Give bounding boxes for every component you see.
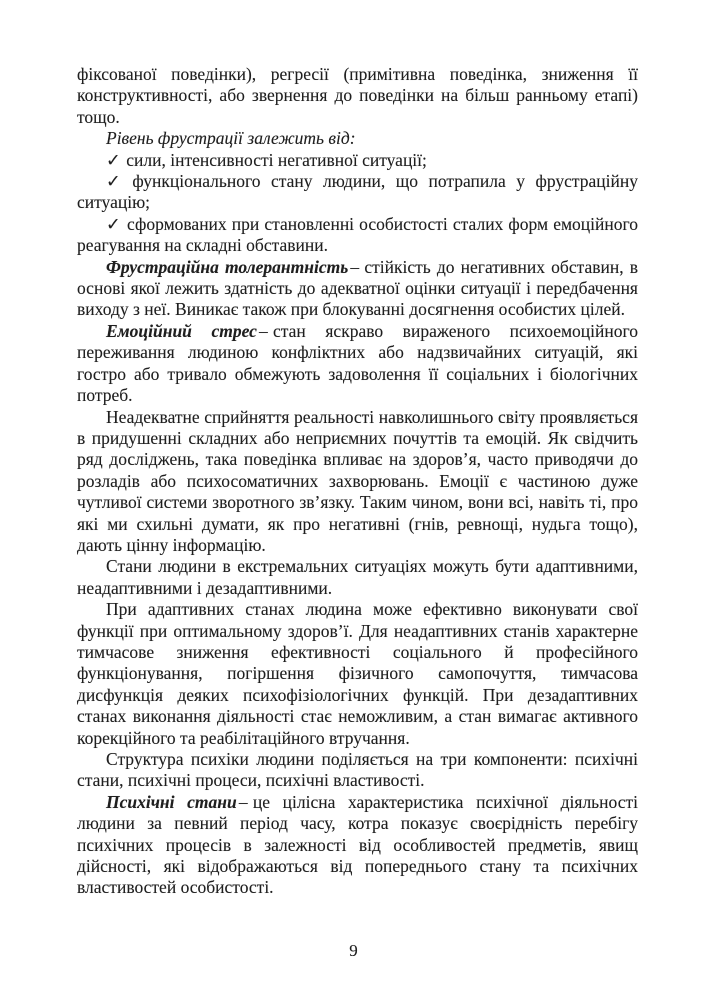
term-separator: – [259,320,268,341]
body-paragraph: Неадекватне сприйняття реальності навколишнього світу проявляється в придушенні складних або неприємних почуттів та емоцій. Як свідчить ряд досліджень, така поведінка впливає на здоров’я, часто приводячи до розладів або психосоматичних захворювань. Емоції є частиною дуже чутливої системи зворотного зв’язку. Таким чином, вони всі, навіть ті, про які ми схильні думати, як про негативні (гнів, ревнощі, нудьга тощо), дають цінну інформацію. [77,406,638,555]
body-paragraph: При адаптивних станах людина може ефективно виконувати свої функції при оптимальному здоров’ї. Для неадаптивних станів характерне тимчасове зниження ефективності соціального й професійного функціонування, погіршення фізичного самопочуття, тимчасова дисфункція деяких психофізіологічних функцій. При дезадаптивних станах виконання діяльності стає неможливим, а стан вимагає активного корекційного та реабілітаційного втручання. [77,599,638,748]
check-list-item [77,171,638,214]
check-list-item [77,150,638,171]
check-list-item-text: функціонального стану людини, що потрапила у фрустраційну ситуацію; [77,171,638,213]
check-list-item-text: сили, інтенсивності негативної ситуації; [126,149,427,170]
page-text [77,64,638,899]
term-definition-text: стан яскраво вираженого психоемоційного переживання людиною конфліктних або надзвичайних ситуацій, які гостро або тривало обмежують задоволення її соціальних і біологічних потреб. [77,320,638,406]
body-paragraph: Стани людини в екстремальних ситуаціях можуть бути адаптивними, неадаптивними і дезадаптивними. [77,556,638,598]
paragraph-italic-lead: Рівень фрустрації залежить від: [106,128,356,149]
definition-paragraph [77,321,638,407]
page-number: 9 [349,941,358,960]
checkmark-icon: ✓ [106,171,127,192]
check-list-item [77,214,638,257]
term-definition-text: стійкість до негативних обставин, в основі якої лежить здатність до адекватної оцінки ситуації і передбачення виходу з неї. Виникає також при блокуванні досягнення особистих цілей. [77,256,639,320]
term-label: Психічні стани [106,791,237,812]
checkmark-icon: ✓ [106,213,122,234]
term-definition-text: це цілісна характеристика психічної діяльності людини за певний період часу, котра показує своєрідність перебігу психічних процесів в залежності від особливостей предметів, явищ дійсності, які відображаються від попереднього стану та психічних властивостей особистості. [77,791,638,898]
paragraph-continuation: фіксованої поведінки), регресії (примітивна поведінка, зниження її конструктивності, або звернення до поведінки на більш ранньому етапі) тощо. [77,64,638,127]
term-separator: – [350,256,360,277]
term-separator: – [238,791,248,812]
checkmark-icon: ✓ [106,149,121,170]
term-label: Емоційний стрес [106,320,257,341]
term-label: Фрустраційна толерантність [106,256,349,277]
definition-paragraph [77,257,638,321]
body-paragraph: Структура психіки людини поділяється на три компоненти: психічні стани, психічні процеси, психічні властивості. [77,749,638,791]
check-list-item-text: сформованих при становленні особистості сталих форм емоційного реагування на складні обставини. [77,213,638,256]
definition-paragraph [77,792,638,899]
